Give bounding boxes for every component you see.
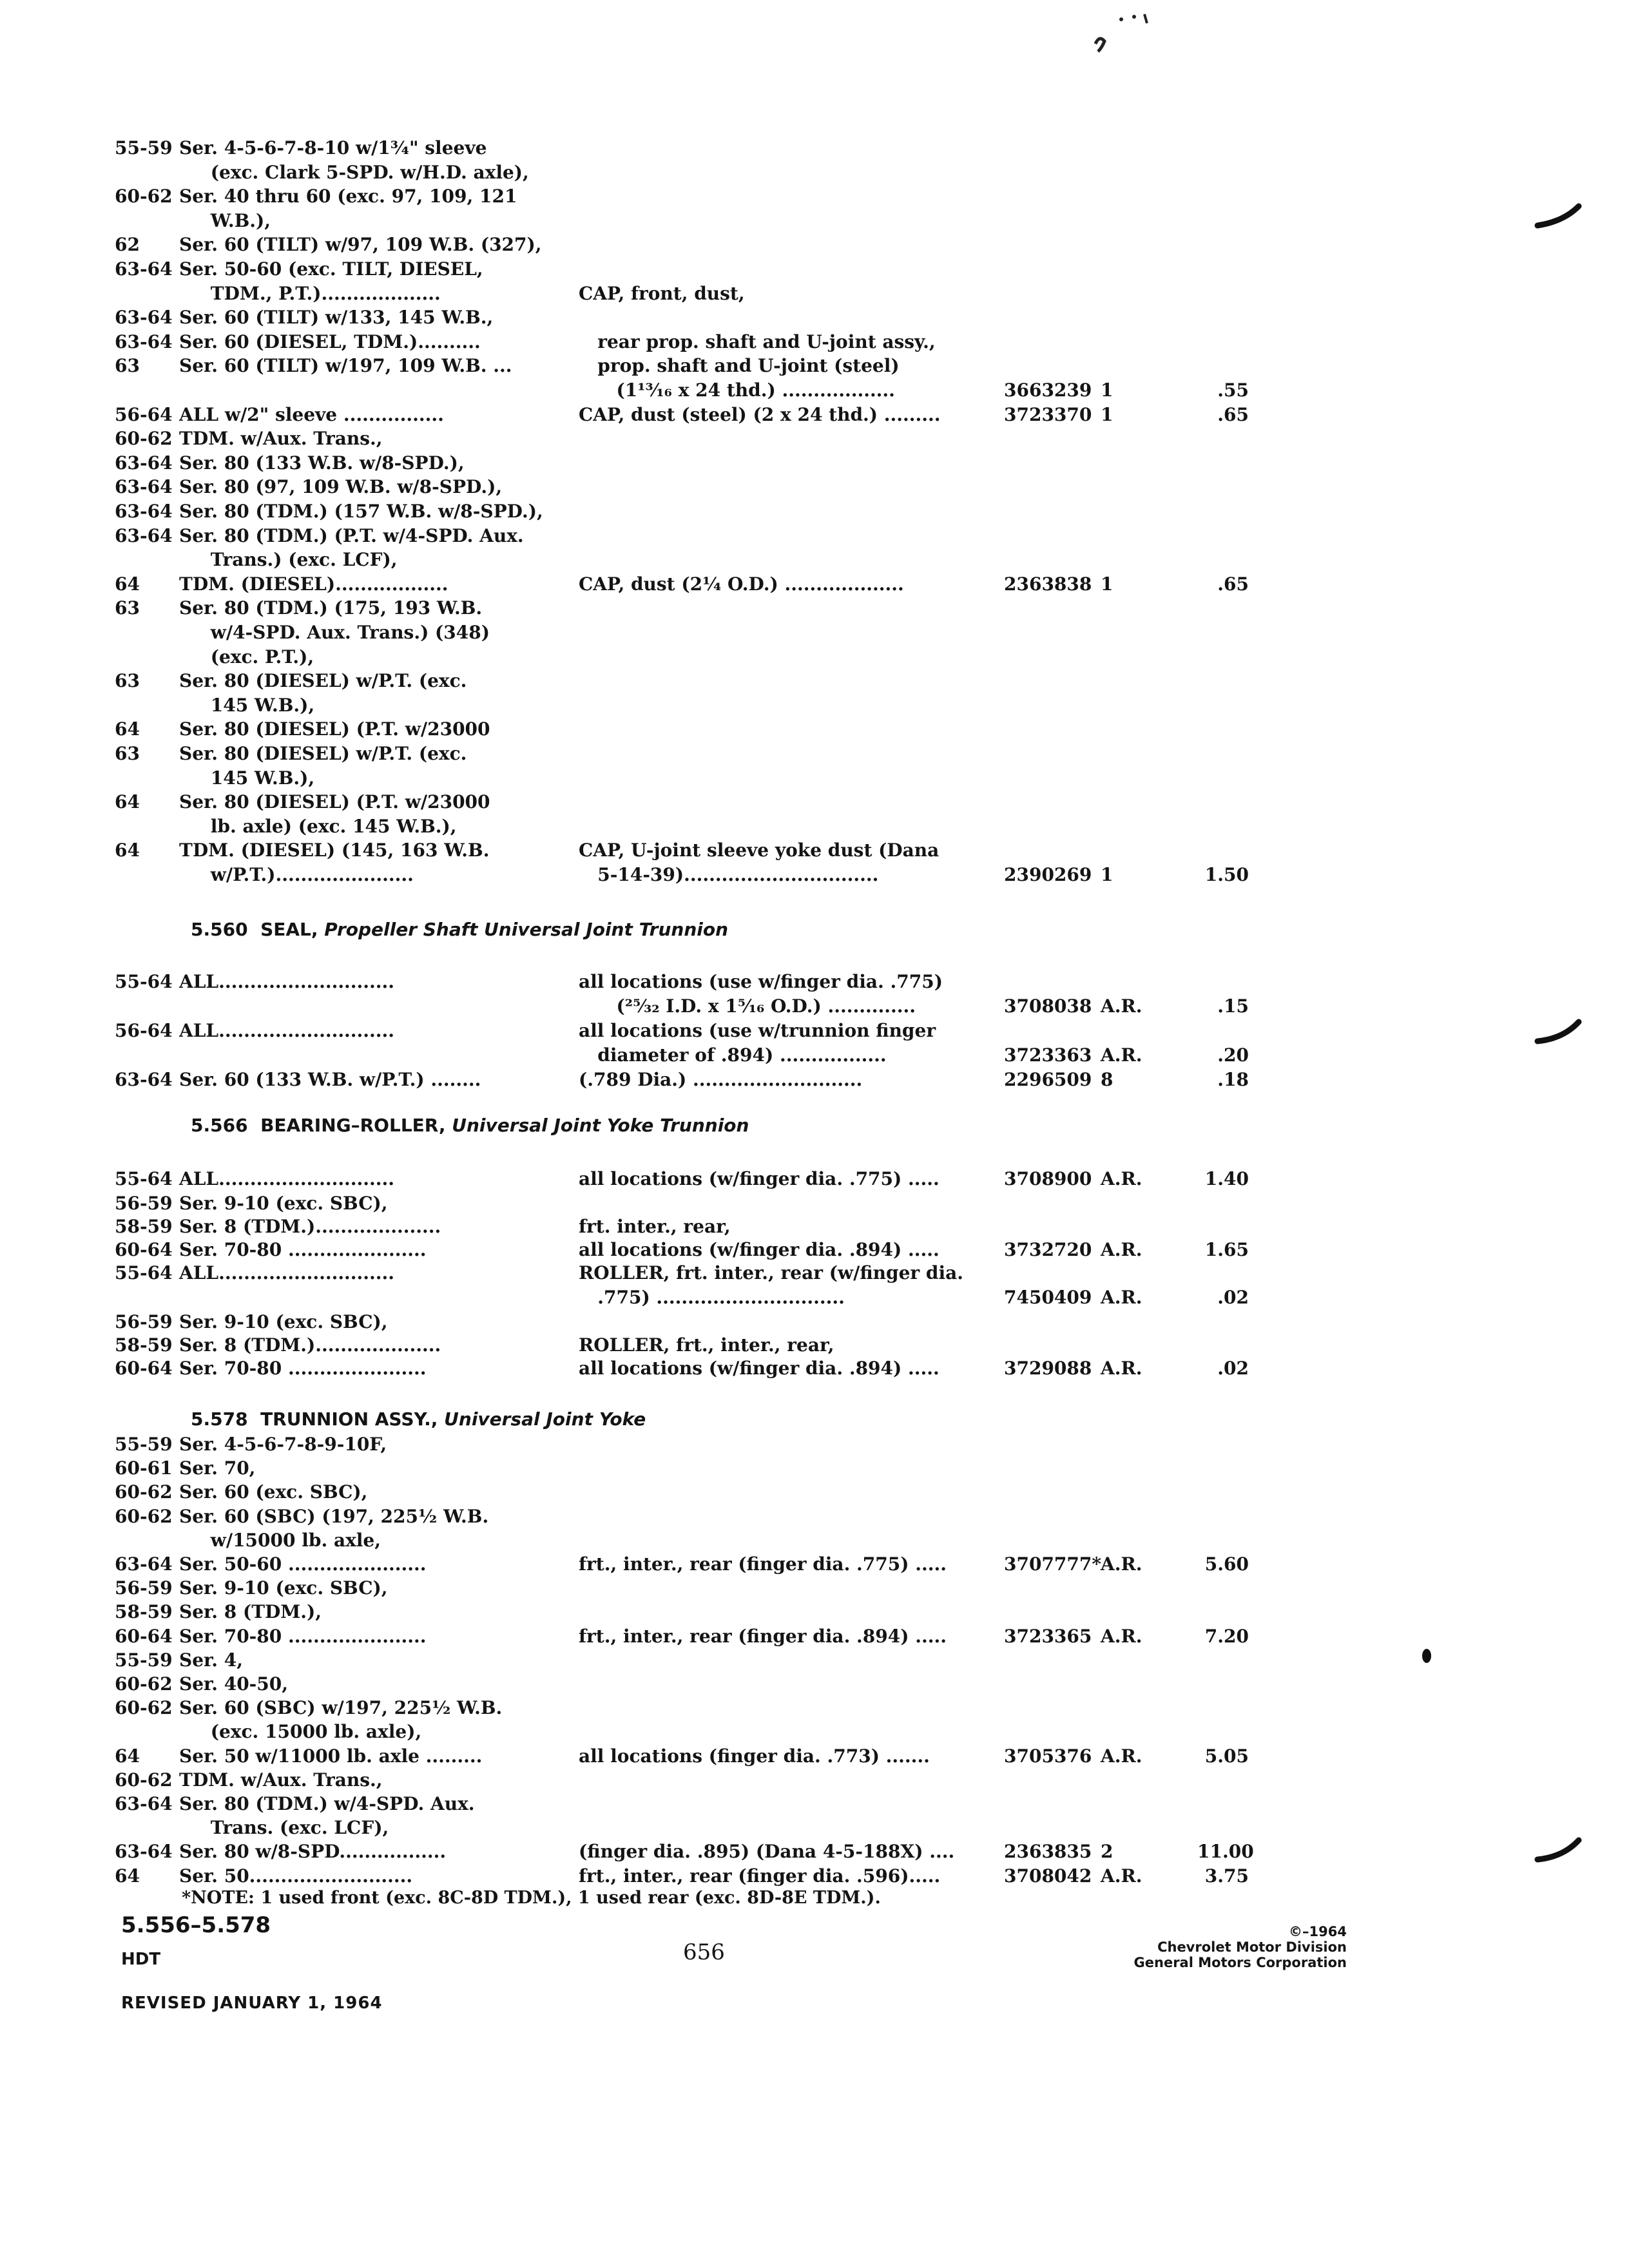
year-range: 56-64 (115, 404, 173, 425)
part-number: 3729088 (1004, 1358, 1092, 1379)
model-application: Ser. 40-50, (179, 1673, 289, 1695)
year-range: 60-62 (115, 186, 173, 207)
part-description: (finger dia. .895) (Dana 4-5-188X) .... (579, 1841, 955, 1862)
scan-speck-mark (1083, 5, 1160, 57)
year-range: 63-64 (115, 525, 173, 546)
part-number: 3707777* (1004, 1553, 1102, 1575)
model-application: (exc. 15000 lb. axle), (179, 1721, 422, 1742)
quantity: A.R. (1101, 1745, 1142, 1767)
part-description: CAP, U-joint sleeve yoke dust (Dana (579, 840, 940, 861)
copyright-year: ©–1964 (1289, 1924, 1347, 1939)
model-application: w/4-SPD. Aux. Trans.) (348) (179, 622, 490, 643)
model-application: Ser. 70-80 ...................... (179, 1358, 427, 1379)
part-number: 2363838 (1004, 573, 1092, 595)
model-application: Ser. 70-80 ...................... (179, 1626, 427, 1647)
model-application: Ser. 60 (TILT) w/97, 109 W.B. (327), (179, 234, 542, 255)
model-application: W.B.), (179, 210, 271, 231)
list-price: .20 (1217, 1044, 1249, 1066)
part-description: 5-14-39)............................... (579, 864, 879, 885)
section-heading-5-566 (191, 1115, 749, 1136)
list-price: .02 (1217, 1287, 1249, 1308)
model-application: Ser. 50-60 (exc. TILT, DIESEL, (179, 258, 483, 280)
division-name: Chevrolet Motor Division (1157, 1939, 1347, 1955)
year-range: 58-59 (115, 1601, 173, 1622)
year-range: 63-64 (115, 501, 173, 522)
year-range: 55-59 (115, 137, 173, 159)
model-application: Ser. 80 (97, 109 W.B. w/8-SPD.), (179, 476, 503, 497)
part-description: (²⁵⁄₃₂ I.D. x 1⁵⁄₁₆ O.D.) .............. (579, 995, 916, 1017)
binder-hole-mark-3 (1534, 1817, 1585, 1875)
list-price: 1.50 (1204, 864, 1249, 885)
model-application: 145 W.B.), (179, 767, 315, 789)
list-price: 5.60 (1204, 1553, 1249, 1575)
list-price: .18 (1217, 1069, 1249, 1090)
year-range: 60-62 (115, 1673, 173, 1695)
year-range: 63 (115, 355, 140, 376)
part-description: frt., inter., rear (finger dia. .775) ..... (579, 1553, 947, 1575)
quantity: A.R. (1101, 1168, 1142, 1189)
part-number: 2390269 (1004, 864, 1092, 885)
part-number: 3723365 (1004, 1626, 1092, 1647)
model-application: TDM., P.T.)................... (179, 283, 441, 304)
part-description: ROLLER, frt., inter., rear, (579, 1334, 834, 1356)
part-description: (1¹³⁄₁₆ x 24 thd.) .................. (579, 380, 895, 401)
part-description: diameter of .894) ................. (579, 1044, 887, 1066)
section-subtitle: Universal Joint Yoke (444, 1408, 646, 1430)
year-range: 55-59 (115, 1434, 173, 1455)
section-code: 5.578 (191, 1408, 248, 1430)
year-range: 60-64 (115, 1358, 173, 1379)
model-application: TDM. (DIESEL).................. (179, 573, 448, 595)
year-range: 56-59 (115, 1577, 173, 1599)
model-application: ALL............................ (179, 1262, 395, 1283)
binder-hole-mark-1 (1534, 161, 1585, 238)
year-range: 63 (115, 597, 140, 619)
section-code: 5.560 (191, 919, 248, 940)
list-price: 1.65 (1204, 1239, 1249, 1260)
year-range: 60-62 (115, 1481, 173, 1503)
revised-date: REVISED JANUARY 1, 1964 (121, 1994, 383, 2013)
list-price: 7.20 (1204, 1626, 1249, 1647)
list-price: .65 (1217, 573, 1249, 595)
model-application: Ser. 60 (SBC) w/197, 225½ W.B. (179, 1697, 503, 1718)
model-application: Ser. 80 (DIESEL) w/P.T. (exc. (179, 743, 467, 764)
year-range: 63-64 (115, 331, 173, 352)
year-range: 56-59 (115, 1311, 173, 1332)
year-range: 64 (115, 840, 140, 861)
part-number: 3723370 (1004, 404, 1092, 425)
year-range: 55-59 (115, 1649, 173, 1671)
model-application: Ser. 70-80 ...................... (179, 1239, 427, 1260)
quantity: 1 (1101, 380, 1113, 401)
year-range: 63-64 (115, 1069, 173, 1090)
part-number: 3708042 (1004, 1865, 1092, 1887)
part-description: all locations (use w/trunnion finger (579, 1020, 936, 1041)
model-application: (exc. P.T.), (179, 646, 314, 668)
quantity: A.R. (1101, 1044, 1142, 1066)
quantity: A.R. (1101, 1287, 1142, 1308)
model-application: Ser. 80 (133 W.B. w/8-SPD.), (179, 452, 465, 474)
year-range: 64 (115, 1865, 140, 1887)
section-title: BEARING–ROLLER, (260, 1115, 446, 1136)
year-range: 63-64 (115, 258, 173, 280)
model-application: ALL............................ (179, 1020, 395, 1041)
ink-dot (1418, 1643, 1437, 1669)
quantity: A.R. (1101, 1626, 1142, 1647)
year-range: 63-64 (115, 476, 173, 497)
quantity: 1 (1101, 864, 1113, 885)
part-number: 3705376 (1004, 1745, 1092, 1767)
model-application: Ser. 80 (TDM.) (175, 193 W.B. (179, 597, 483, 619)
model-application: Ser. 80 (TDM.) (157 W.B. w/8-SPD.), (179, 501, 543, 522)
list-price: 1.40 (1204, 1168, 1249, 1189)
model-application: Ser. 8 (TDM.), (179, 1601, 322, 1622)
model-application: Ser. 9-10 (exc. SBC), (179, 1577, 388, 1599)
model-application: Ser. 60 (TILT) w/197, 109 W.B. ... (179, 355, 512, 376)
model-application: ALL............................ (179, 1168, 395, 1189)
model-application: ALL w/2" sleeve ................ (179, 404, 444, 425)
section-heading-5-560 (191, 919, 728, 940)
year-range: 56-64 (115, 1020, 173, 1041)
model-application: TDM. w/Aux. Trans., (179, 1769, 383, 1791)
year-range: 60-64 (115, 1239, 173, 1260)
year-range: 60-62 (115, 1506, 173, 1527)
model-application: Ser. 60 (DIESEL, TDM.).......... (179, 331, 481, 352)
page-range-code: 5.556–5.578 (121, 1912, 271, 1938)
part-number: 3708900 (1004, 1168, 1092, 1189)
binder-hole-mark-2 (1534, 999, 1585, 1057)
model-application: Ser. 60 (133 W.B. w/P.T.) ........ (179, 1069, 481, 1090)
year-range: 55-64 (115, 1262, 173, 1283)
quantity: 1 (1101, 573, 1113, 595)
model-application: Ser. 80 (DIESEL) (P.T. w/23000 (179, 718, 490, 740)
model-application: lb. axle) (exc. 145 W.B.), (179, 816, 457, 837)
part-number: 3723363 (1004, 1044, 1092, 1066)
model-application: Ser. 4-5-6-7-8-10 w/1¾" sleeve (179, 137, 487, 159)
model-application: Ser. 70, (179, 1457, 256, 1479)
model-application: TDM. w/Aux. Trans., (179, 428, 383, 449)
model-application: Ser. 80 (TDM.) w/4-SPD. Aux. (179, 1793, 475, 1814)
model-application: Ser. 9-10 (exc. SBC), (179, 1193, 388, 1214)
part-description: (.789 Dia.) ........................... (579, 1069, 863, 1090)
model-application: Ser. 60 (TILT) w/133, 145 W.B., (179, 307, 494, 328)
list-price: .55 (1217, 380, 1249, 401)
part-description: prop. shaft and U-joint (steel) (579, 355, 900, 376)
part-description: CAP, dust (2¼ O.D.) ................... (579, 573, 904, 595)
year-range: 64 (115, 718, 140, 740)
part-description: frt. inter., rear, (579, 1216, 731, 1237)
part-description: all locations (use w/finger dia. .775) (579, 971, 943, 992)
part-description: rear prop. shaft and U-joint assy., (579, 331, 936, 352)
part-description: all locations (finger dia. .773) ....... (579, 1745, 930, 1767)
part-number: 7450409 (1004, 1287, 1092, 1308)
year-range: 55-64 (115, 1168, 173, 1189)
copyright-block (1095, 1924, 1347, 1970)
year-range: 63-64 (115, 1841, 173, 1862)
year-range: 56-59 (115, 1193, 173, 1214)
model-application: Trans. (exc. LCF), (179, 1817, 389, 1838)
quantity: A.R. (1101, 1865, 1142, 1887)
quantity: A.R. (1101, 1553, 1142, 1575)
part-number: 3663239 (1004, 380, 1092, 401)
list-price: .15 (1217, 995, 1249, 1017)
part-description: frt., inter., rear (finger dia. .596)..... (579, 1865, 941, 1887)
part-description: CAP, front, dust, (579, 283, 745, 304)
model-application: w/15000 lb. axle, (179, 1530, 381, 1551)
model-application: 145 W.B.), (179, 695, 315, 716)
hdt-label: HDT (121, 1950, 161, 1969)
year-range: 60-62 (115, 428, 173, 449)
page-number: 656 (683, 1939, 725, 1965)
quantity: A.R. (1101, 1239, 1142, 1260)
model-application: Ser. 50-60 ...................... (179, 1553, 427, 1575)
part-number: 2363835 (1004, 1841, 1092, 1862)
year-range: 64 (115, 573, 140, 595)
year-range: 62 (115, 234, 140, 255)
section-heading-5-578 (191, 1408, 646, 1430)
model-application: Ser. 80 (TDM.) (P.T. w/4-SPD. Aux. (179, 525, 524, 546)
model-application: Ser. 4-5-6-7-8-9-10F, (179, 1434, 387, 1455)
model-application: Ser. 50 w/11000 lb. axle ......... (179, 1745, 483, 1767)
model-application: Ser. 8 (TDM.).................... (179, 1216, 441, 1237)
year-range: 60-62 (115, 1697, 173, 1718)
model-application: Ser. 4, (179, 1649, 243, 1671)
model-application: w/P.T.)...................... (179, 864, 414, 885)
list-price: .65 (1217, 404, 1249, 425)
list-price: 11.00 (1197, 1841, 1254, 1862)
model-application: Ser. 80 (DIESEL) (P.T. w/23000 (179, 791, 490, 812)
year-range: 63 (115, 670, 140, 691)
model-application: Ser. 80 w/8-SPD................. (179, 1841, 447, 1862)
model-application: Ser. 8 (TDM.).................... (179, 1334, 441, 1356)
model-application: Ser. 60 (exc. SBC), (179, 1481, 368, 1503)
model-application: Ser. 60 (SBC) (197, 225½ W.B. (179, 1506, 489, 1527)
year-range: 55-64 (115, 971, 173, 992)
section-title: SEAL, (260, 919, 318, 940)
year-range: 60-61 (115, 1457, 173, 1479)
list-price: .02 (1217, 1358, 1249, 1379)
year-range: 64 (115, 791, 140, 812)
corporation-name: General Motors Corporation (1133, 1955, 1347, 1970)
model-application: Ser. 50.......................... (179, 1865, 413, 1887)
part-description: frt., inter., rear (finger dia. .894) ..... (579, 1626, 947, 1647)
model-application: ALL............................ (179, 971, 395, 992)
model-application: Trans.) (exc. LCF), (179, 549, 398, 570)
part-number: 2296509 (1004, 1069, 1092, 1090)
quantity: A.R. (1101, 995, 1142, 1017)
quantity: 8 (1101, 1069, 1113, 1090)
model-application: Ser. 40 thru 60 (exc. 97, 109, 121 (179, 186, 517, 207)
year-range: 63-64 (115, 307, 173, 328)
quantity: 1 (1101, 404, 1113, 425)
part-number: 3708038 (1004, 995, 1092, 1017)
year-range: 63-64 (115, 1793, 173, 1814)
model-application: Ser. 80 (DIESEL) w/P.T. (exc. (179, 670, 467, 691)
year-range: 63-64 (115, 1553, 173, 1575)
year-range: 60-62 (115, 1769, 173, 1791)
year-range: 58-59 (115, 1216, 173, 1237)
model-application: TDM. (DIESEL) (145, 163 W.B. (179, 840, 490, 861)
part-number: 3732720 (1004, 1239, 1092, 1260)
model-application: (exc. Clark 5-SPD. w/H.D. axle), (179, 162, 529, 183)
section-subtitle: Propeller Shaft Universal Joint Trunnion (324, 919, 729, 940)
part-description: CAP, dust (steel) (2 x 24 thd.) ......... (579, 404, 941, 425)
year-range: 63-64 (115, 452, 173, 474)
list-price: 3.75 (1204, 1865, 1249, 1887)
quantity: A.R. (1101, 1358, 1142, 1379)
part-description: .775) .............................. (579, 1287, 845, 1308)
part-description: all locations (w/finger dia. .894) ..... (579, 1358, 940, 1379)
section-subtitle: Universal Joint Yoke Trunnion (452, 1115, 749, 1136)
part-description: ROLLER, frt. inter., rear (w/finger dia. (579, 1262, 964, 1283)
year-range: 58-59 (115, 1334, 173, 1356)
year-range: 64 (115, 1745, 140, 1767)
section-title: TRUNNION ASSY., (260, 1408, 438, 1430)
model-application: Ser. 9-10 (exc. SBC), (179, 1311, 388, 1332)
part-description: all locations (w/finger dia. .894) ..... (579, 1239, 940, 1260)
part-description: all locations (w/finger dia. .775) ..... (579, 1168, 940, 1189)
year-range: 63 (115, 743, 140, 764)
quantity: 2 (1101, 1841, 1113, 1862)
footnote: *NOTE: 1 used front (exc. 8C-8D TDM.), 1 used rear (exc. 8D-8E TDM.). (182, 1888, 881, 1908)
section-code: 5.566 (191, 1115, 248, 1136)
list-price: 5.05 (1204, 1745, 1249, 1767)
year-range: 60-64 (115, 1626, 173, 1647)
